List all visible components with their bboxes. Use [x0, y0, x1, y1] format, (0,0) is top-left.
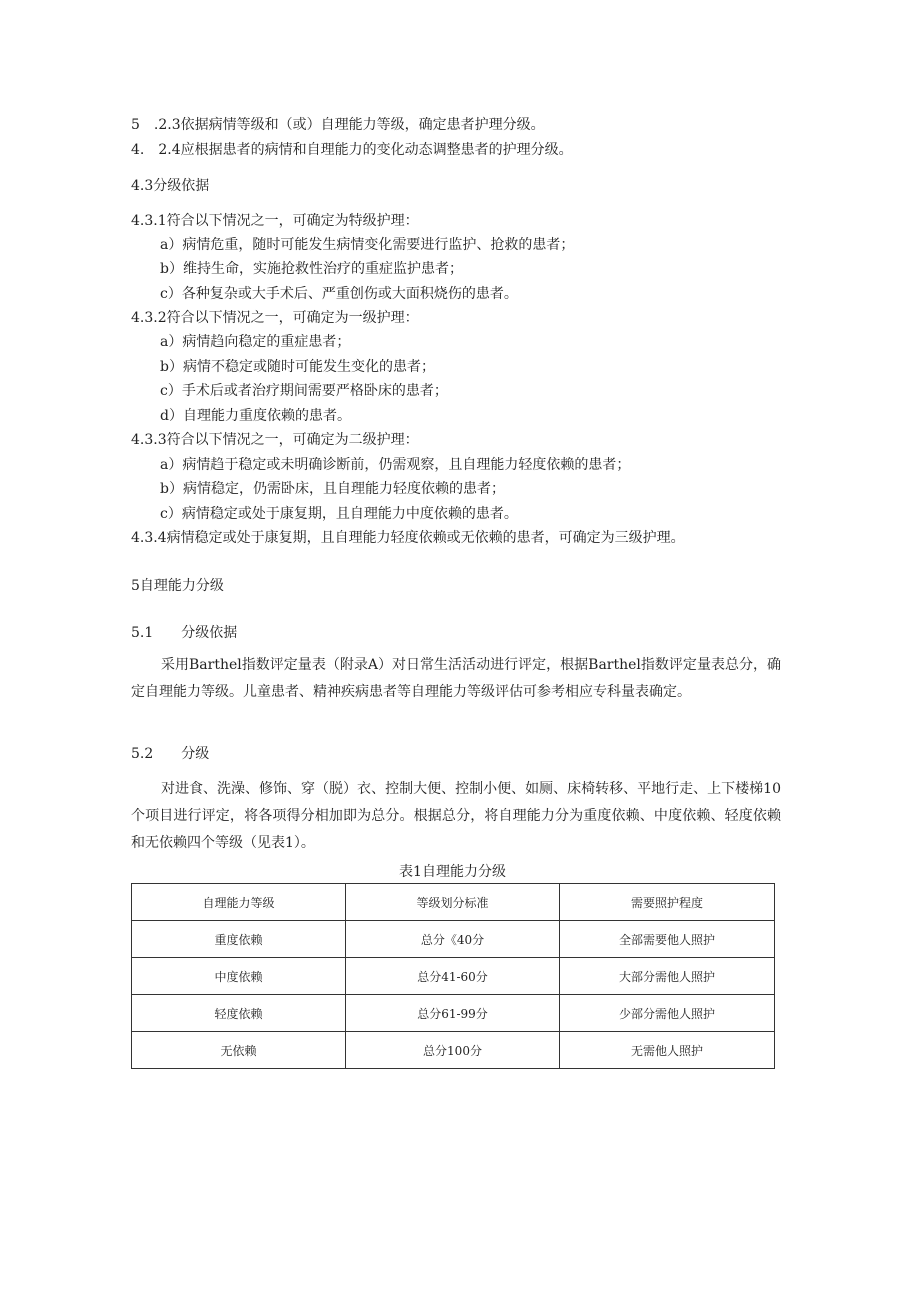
heading-4-3-3: 4.3.3符合以下情况之一，可确定为二级护理： [131, 432, 419, 448]
table-row [132, 958, 775, 995]
table-cell: 大部分需他人照护 [560, 958, 775, 995]
paragraph-5-1: 采用Barthel指数评定量表（附录A）对日常生活活动进行评定，根据Barthel指数评定量表总分，确定自理能力等级。儿童患者、精神疾病患者等自理能力等级评估可参考相应专科量表确定。 [131, 657, 781, 700]
table-cell: 重度依赖 [132, 921, 346, 958]
heading-5-1: 5.1 分级依据 [131, 625, 238, 641]
heading-4-3-2: 4.3.2符合以下情况之一，可确定为一级护理： [131, 310, 419, 326]
item-4-3-1-a: a）病情危重，随时可能发生病情变化需要进行监护、抢救的患者； [160, 237, 575, 253]
paragraph-5-2: 对进食、洗澡、修饰、穿（脱）衣、控制大便、控制小便、如厕、床椅转移、平地行走、上下楼梯10个项目进行评定，将各项得分相加即为总分。根据总分，将自理能力分为重度依赖、中度依赖、轻度依赖和无依赖四个等级（见表1）。 [131, 781, 781, 851]
table-row [132, 1032, 775, 1069]
heading-5: 5自理能力分级 [131, 578, 224, 594]
table-header-row [132, 884, 775, 921]
item-4-3-3-b: b）病情稳定，仍需卧床，且自理能力轻度依赖的患者； [160, 481, 505, 497]
table-cell: 中度依赖 [132, 958, 346, 995]
table-cell: 总分100分 [346, 1032, 560, 1069]
table-row [132, 921, 775, 958]
item-4-3-2-b: b）病情不稳定或随时可能发生变化的患者； [160, 359, 435, 375]
heading-4-3: 4.3分级依据 [131, 178, 210, 194]
item-4-3-2-d: d）自理能力重度依赖的患者。 [160, 408, 351, 424]
table-row [132, 995, 775, 1032]
table-cell: 无依赖 [132, 1032, 346, 1069]
item-5-2-3: 5 .2.3依据病情等级和（或）自理能力等级，确定患者护理分级。 [131, 117, 545, 133]
heading-4-3-4: 4.3.4病情稳定或处于康复期，且自理能力轻度依赖或无依赖的患者，可确定为三级护理。 [131, 530, 685, 546]
item-4-3-2-c: c）手术后或者治疗期间需要严格卧床的患者； [160, 383, 448, 399]
item-4-3-1-b: b）维持生命，实施抢救性治疗的重症监护患者； [160, 261, 463, 277]
table-header-cell: 自理能力等级 [132, 884, 346, 921]
table-cell: 轻度依赖 [132, 995, 346, 1032]
item-4-3-3-a: a）病情趋于稳定或未明确诊断前，仍需观察，且自理能力轻度依赖的患者； [160, 457, 631, 473]
table-cell: 无需他人照护 [560, 1032, 775, 1069]
heading-4-3-1: 4.3.1符合以下情况之一，可确定为特级护理： [131, 213, 419, 229]
item-4-3-2-a: a）病情趋向稳定的重症患者； [160, 334, 351, 350]
table-cell: 总分《40分 [346, 921, 560, 958]
table-header-cell: 需要照护程度 [560, 884, 775, 921]
table-cell: 总分41-60分 [346, 958, 560, 995]
table-cell: 少部分需他人照护 [560, 995, 775, 1032]
table-caption: 表1自理能力分级 [399, 864, 506, 880]
table-cell: 总分61-99分 [346, 995, 560, 1032]
heading-5-2: 5.2 分级 [131, 746, 210, 762]
item-4-3-1-c: c）各种复杂或大手术后、严重创伤或大面积烧伤的患者。 [160, 286, 518, 302]
table-cell: 全部需要他人照护 [560, 921, 775, 958]
item-4-2-4: 4. 2.4应根据患者的病情和自理能力的变化动态调整患者的护理分级。 [131, 142, 573, 158]
item-4-3-3-c: c）病情稳定或处于康复期，且自理能力中度依赖的患者。 [160, 506, 518, 522]
self-care-grade-table [131, 883, 775, 1069]
table-header-cell: 等级划分标准 [346, 884, 560, 921]
